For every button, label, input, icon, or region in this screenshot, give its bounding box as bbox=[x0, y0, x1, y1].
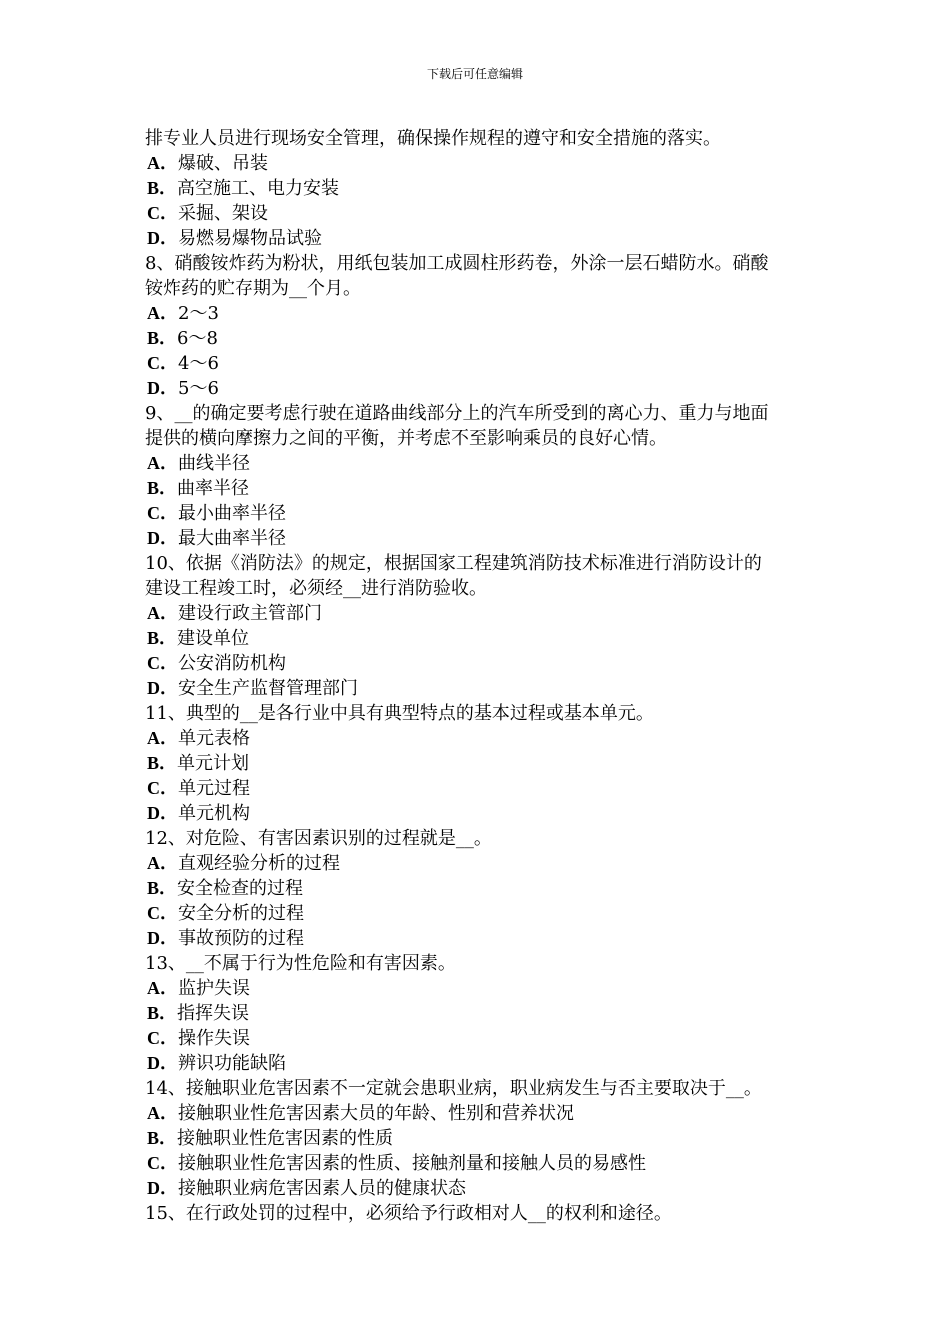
option-letter: A． bbox=[147, 453, 178, 473]
answer-option bbox=[145, 751, 815, 776]
option-text: 5～6 bbox=[178, 378, 219, 399]
answer-option bbox=[145, 451, 815, 476]
answer-option bbox=[145, 601, 815, 626]
question-text: 12、对危险、有害因素识别的过程就是__。 bbox=[145, 828, 492, 849]
option-text: 公安消防机构 bbox=[178, 653, 286, 674]
option-text: 建设单位 bbox=[177, 628, 250, 649]
option-letter: B． bbox=[147, 628, 178, 648]
option-letter: A． bbox=[147, 303, 178, 323]
option-letter: B． bbox=[147, 753, 178, 773]
option-letter: D． bbox=[147, 803, 178, 823]
option-letter: C． bbox=[147, 503, 178, 523]
option-text: 监护失误 bbox=[178, 978, 250, 999]
option-letter: A． bbox=[147, 153, 178, 173]
option-letter: D． bbox=[147, 528, 178, 548]
answer-option bbox=[145, 376, 815, 401]
answer-option bbox=[145, 301, 815, 326]
option-text: 事故预防的过程 bbox=[178, 928, 304, 949]
option-letter: D． bbox=[147, 1053, 178, 1073]
document-body bbox=[145, 126, 815, 1226]
answer-option bbox=[145, 201, 815, 226]
option-letter: A． bbox=[147, 978, 178, 998]
option-text: 易燃易爆物品试验 bbox=[178, 228, 322, 249]
option-letter: C． bbox=[147, 353, 178, 373]
answer-option bbox=[145, 1151, 815, 1176]
page-header: 下载后可任意编辑 bbox=[426, 67, 523, 81]
answer-option bbox=[145, 726, 815, 751]
answer-option bbox=[145, 501, 815, 526]
option-text: 2～3 bbox=[178, 303, 219, 324]
answer-option bbox=[145, 226, 815, 251]
option-text: 指挥失误 bbox=[177, 1003, 250, 1024]
answer-option bbox=[145, 1126, 815, 1151]
option-text: 单元过程 bbox=[178, 778, 250, 799]
answer-option bbox=[145, 901, 815, 926]
answer-option bbox=[145, 1001, 815, 1026]
option-text: 采掘、架设 bbox=[178, 203, 268, 224]
answer-option bbox=[145, 801, 815, 826]
answer-option bbox=[145, 1026, 815, 1051]
answer-option bbox=[145, 176, 815, 201]
option-letter: D． bbox=[147, 678, 178, 698]
option-text: 接触职业性危害因素的性质 bbox=[177, 1128, 394, 1149]
answer-option bbox=[145, 1101, 815, 1126]
option-letter: C． bbox=[147, 1153, 178, 1173]
option-text: 安全检查的过程 bbox=[177, 878, 304, 899]
option-text: 直观经验分析的过程 bbox=[178, 853, 340, 874]
option-text: 爆破、吊装 bbox=[178, 153, 268, 174]
option-letter: B． bbox=[147, 478, 178, 498]
question-text: 14、接触职业危害因素不一定就会患职业病，职业病发生与否主要取决于__。 bbox=[145, 1078, 762, 1099]
question-text: 提供的横向摩擦力之间的平衡，并考虑不至影响乘员的良好心情。 bbox=[145, 428, 667, 449]
option-text: 操作失误 bbox=[178, 1028, 250, 1049]
answer-option bbox=[145, 1051, 815, 1076]
option-text: 单元机构 bbox=[178, 803, 250, 824]
option-text: 最小曲率半径 bbox=[178, 503, 286, 524]
option-text: 安全生产监督管理部门 bbox=[178, 678, 358, 699]
option-letter: B． bbox=[147, 878, 178, 898]
answer-option bbox=[145, 151, 815, 176]
option-text: 曲率半径 bbox=[177, 478, 250, 499]
question-text: 建设工程竣工时，必须经__进行消防验收。 bbox=[145, 578, 487, 599]
option-letter: B． bbox=[147, 1003, 178, 1023]
question-text: 15、在行政处罚的过程中，必须给予行政相对人__的权利和途径。 bbox=[145, 1203, 672, 1224]
option-text: 辨识功能缺陷 bbox=[178, 1053, 286, 1074]
question-text: 9、__的确定要考虑行驶在道路曲线部分上的汽车所受到的离心力、重力与地面 bbox=[145, 403, 769, 424]
option-letter: B． bbox=[147, 328, 178, 348]
question-text: 排专业人员进行现场安全管理，确保操作规程的遵守和安全措施的落实。 bbox=[145, 128, 721, 149]
answer-option bbox=[145, 526, 815, 551]
question-text: 10、依据《消防法》的规定，根据国家工程建筑消防技术标准进行消防设计的 bbox=[145, 553, 762, 574]
option-letter: A． bbox=[147, 1103, 178, 1123]
answer-option bbox=[145, 851, 815, 876]
option-text: 最大曲率半径 bbox=[178, 528, 286, 549]
answer-option bbox=[145, 776, 815, 801]
answer-option bbox=[145, 876, 815, 901]
option-letter: A． bbox=[147, 853, 178, 873]
answer-option bbox=[145, 476, 815, 501]
question-text: 铵炸药的贮存期为__个月。 bbox=[145, 278, 361, 299]
option-text: 单元计划 bbox=[177, 753, 250, 774]
option-text: 接触职业性危害因素大员的年龄、性别和营养状况 bbox=[178, 1103, 574, 1124]
option-letter: B． bbox=[147, 178, 178, 198]
question-text: 11、典型的__是各行业中具有典型特点的基本过程或基本单元。 bbox=[145, 703, 654, 724]
option-text: 曲线半径 bbox=[178, 453, 250, 474]
option-letter: C． bbox=[147, 653, 178, 673]
answer-option bbox=[145, 926, 815, 951]
answer-option bbox=[145, 351, 815, 376]
answer-option bbox=[145, 1176, 815, 1201]
question-text: 13、__不属于行为性危险和有害因素。 bbox=[145, 953, 456, 974]
option-letter: D． bbox=[147, 228, 178, 248]
option-text: 建设行政主管部门 bbox=[178, 603, 322, 624]
option-text: 接触职业病危害因素人员的健康状态 bbox=[178, 1178, 466, 1199]
answer-option bbox=[145, 626, 815, 651]
question-text: 8、硝酸铵炸药为粉状，用纸包装加工成圆柱形药卷，外涂一层石蜡防水。硝酸 bbox=[145, 253, 769, 274]
option-text: 单元表格 bbox=[178, 728, 250, 749]
option-letter: B． bbox=[147, 1128, 178, 1148]
option-letter: C． bbox=[147, 903, 178, 923]
option-text: 安全分析的过程 bbox=[178, 903, 304, 924]
option-text: 高空施工、电力安装 bbox=[177, 178, 340, 199]
option-letter: C． bbox=[147, 203, 178, 223]
option-letter: C． bbox=[147, 1028, 178, 1048]
answer-option bbox=[145, 326, 815, 351]
option-letter: D． bbox=[147, 378, 178, 398]
option-letter: A． bbox=[147, 728, 178, 748]
option-text: 4～6 bbox=[178, 353, 219, 374]
option-text: 接触职业性危害因素的性质、接触剂量和接触人员的易感性 bbox=[178, 1153, 646, 1174]
answer-option bbox=[145, 976, 815, 1001]
answer-option bbox=[145, 676, 815, 701]
option-letter: D． bbox=[147, 1178, 178, 1198]
option-letter: D． bbox=[147, 928, 178, 948]
option-letter: C． bbox=[147, 778, 178, 798]
option-letter: A． bbox=[147, 603, 178, 623]
option-text: 6～8 bbox=[177, 328, 218, 349]
answer-option bbox=[145, 651, 815, 676]
